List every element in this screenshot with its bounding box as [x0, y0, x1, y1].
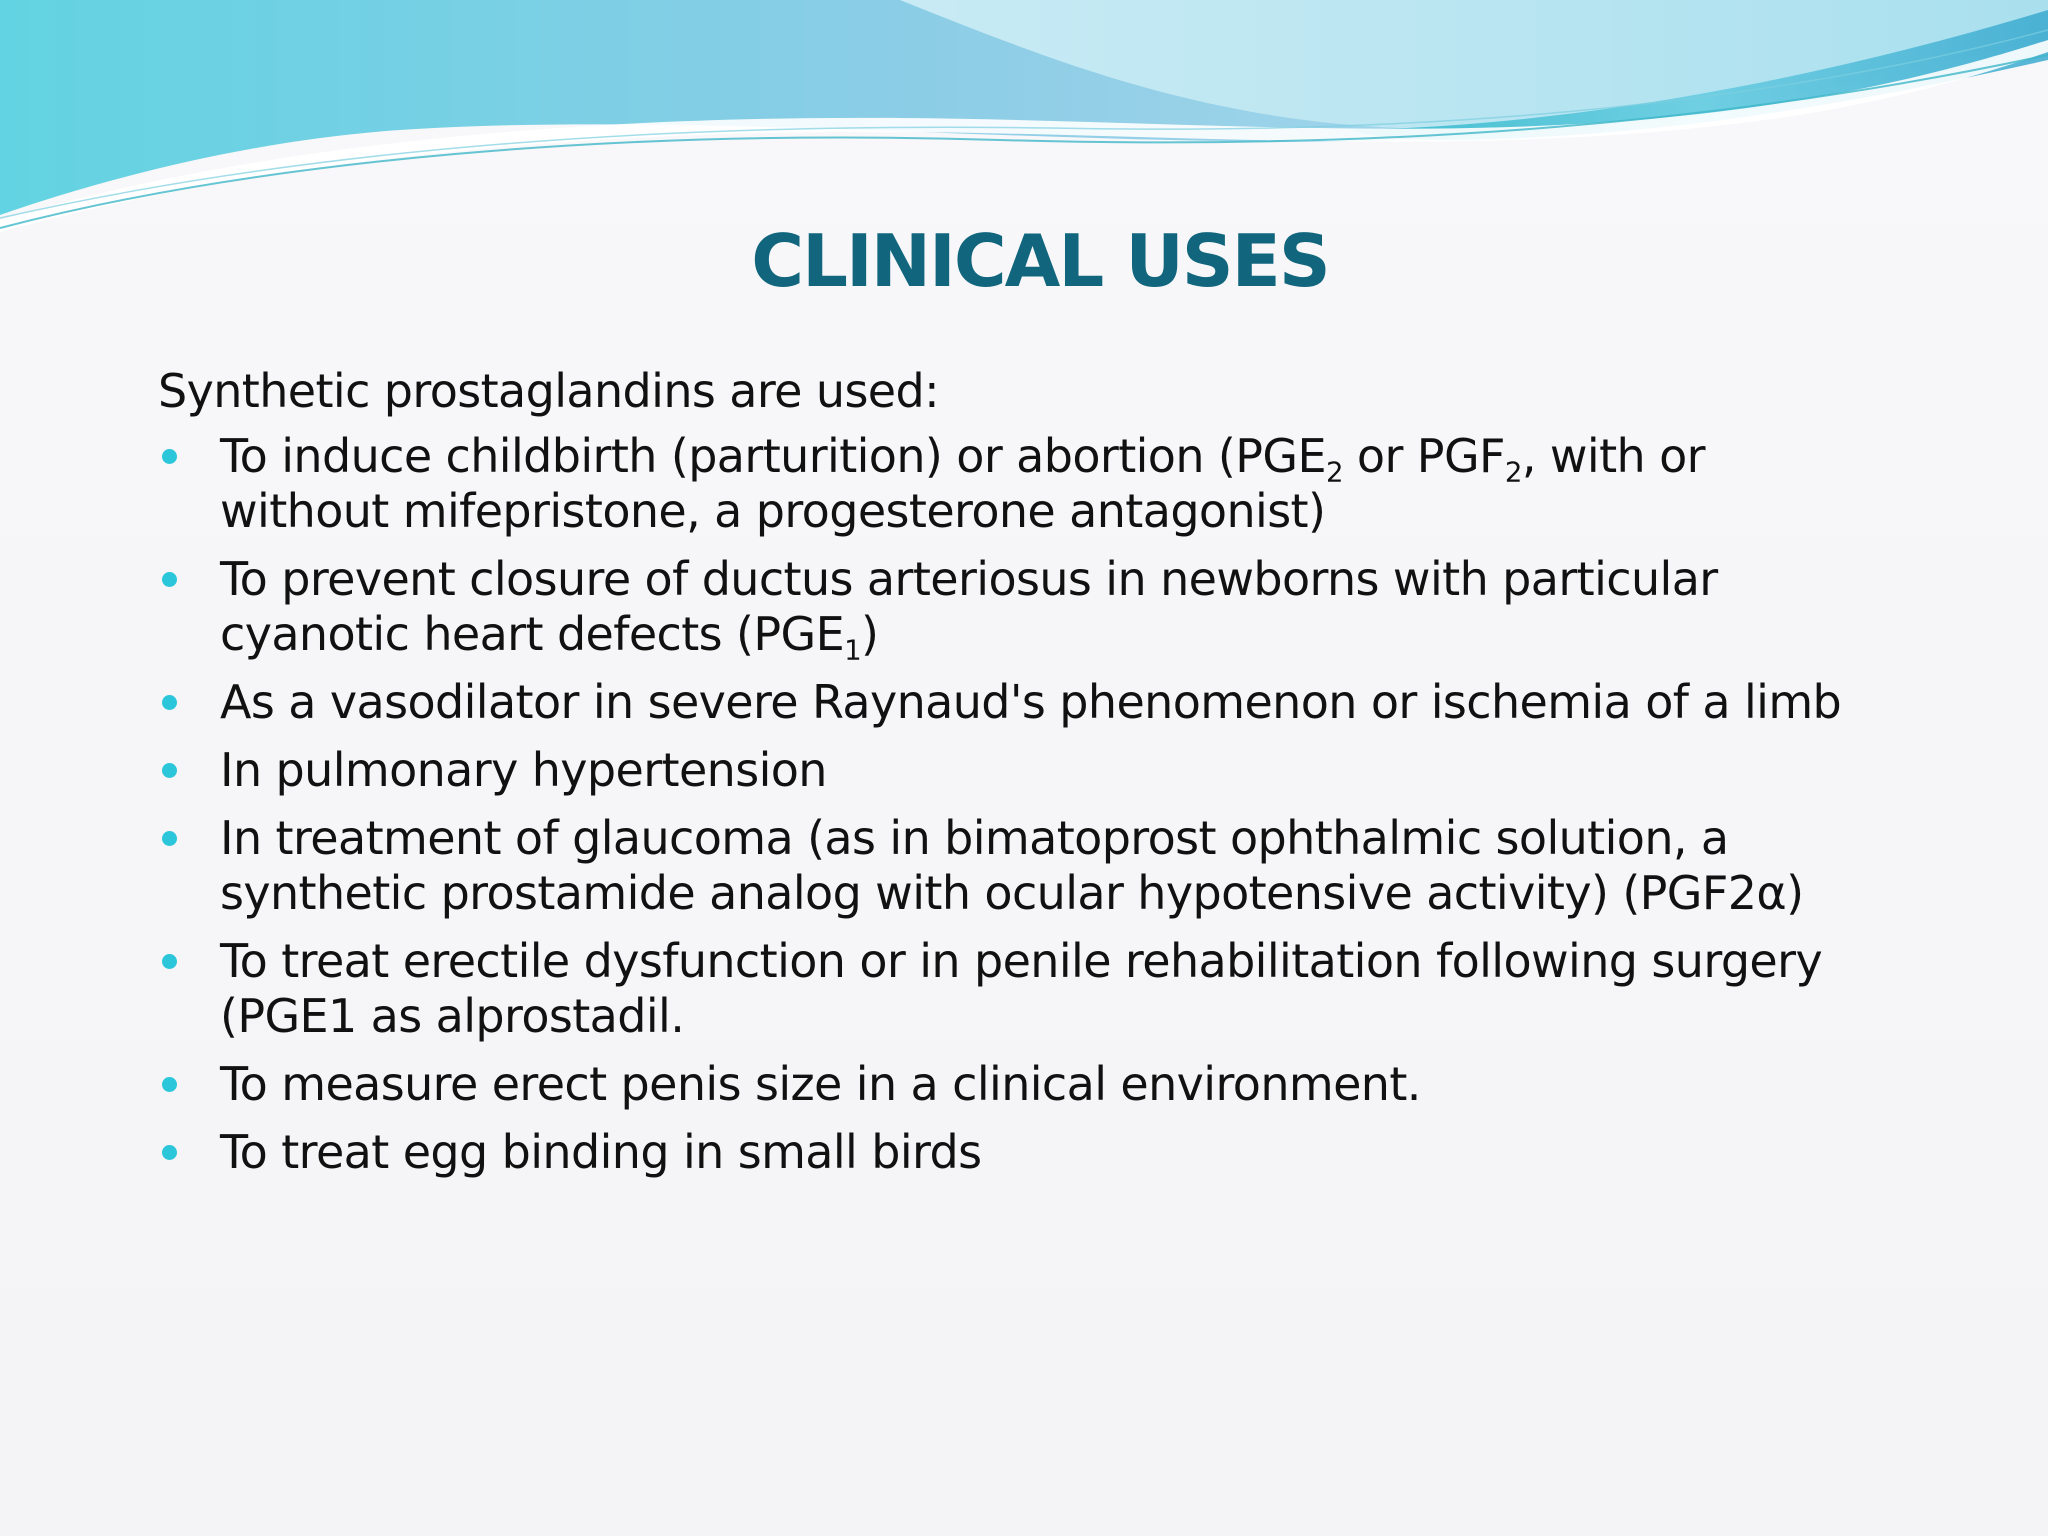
bullet-text: To treat egg binding in small birds [220, 1125, 982, 1179]
slide-body [158, 364, 1858, 1193]
subscript: 2 [1504, 455, 1522, 489]
bullet-item [158, 934, 1858, 1044]
bullet-list [158, 429, 1858, 1180]
subscript: 1 [844, 633, 862, 667]
bullet-text: In pulmonary hypertension [220, 743, 827, 797]
bullet-dot-icon [162, 695, 177, 710]
decorative-wave-header [0, 0, 2048, 240]
bullet-text: As a vasodilator in severe Raynaud's phenomenon or ischemia of a limb [220, 675, 1842, 729]
bullet-dot-icon [162, 449, 177, 464]
bullet-text-part: , with or without mifepristone, a progesterone antagonist) [220, 429, 1705, 538]
bullet-item [158, 675, 1858, 730]
bullet-dot-icon [162, 1077, 177, 1092]
bullet-dot-icon [162, 831, 177, 846]
bullet-item [158, 1057, 1858, 1112]
bullet-text-part: or PGF [1342, 429, 1505, 483]
bullet-text: To measure erect penis size in a clinical environment. [220, 1057, 1421, 1111]
bullet-text-part: To induce childbirth (parturition) or abortion (PGE [220, 429, 1326, 483]
bullet-dot-icon [162, 954, 177, 969]
intro-text: Synthetic prostaglandins are used: [158, 364, 940, 418]
bullet-item [158, 811, 1858, 921]
subscript: 2 [1325, 455, 1343, 489]
bullet-item [158, 429, 1858, 539]
bullet-item [158, 1125, 1858, 1180]
bullet-text-part: To prevent closure of ductus arteriosus in newborns with particular cyanotic heart defects (PGE [220, 552, 1718, 661]
bullet-dot-icon [162, 572, 177, 587]
bullet-dot-icon [162, 1145, 177, 1160]
bullet-text: To treat erectile dysfunction or in penile rehabilitation following surgery (PGE1 as alprostadil. [220, 934, 1823, 1043]
slide-title: CLINICAL USES [751, 219, 1329, 303]
bullet-text: In treatment of glaucoma (as in bimatoprost ophthalmic solution, a synthetic prostamide analog with ocular hypotensive activity) (PGF2α) [220, 811, 1804, 920]
bullet-dot-icon [162, 763, 177, 778]
bullet-item [158, 743, 1858, 798]
bullet-text-part: ) [861, 607, 879, 661]
bullet-item [158, 552, 1858, 667]
